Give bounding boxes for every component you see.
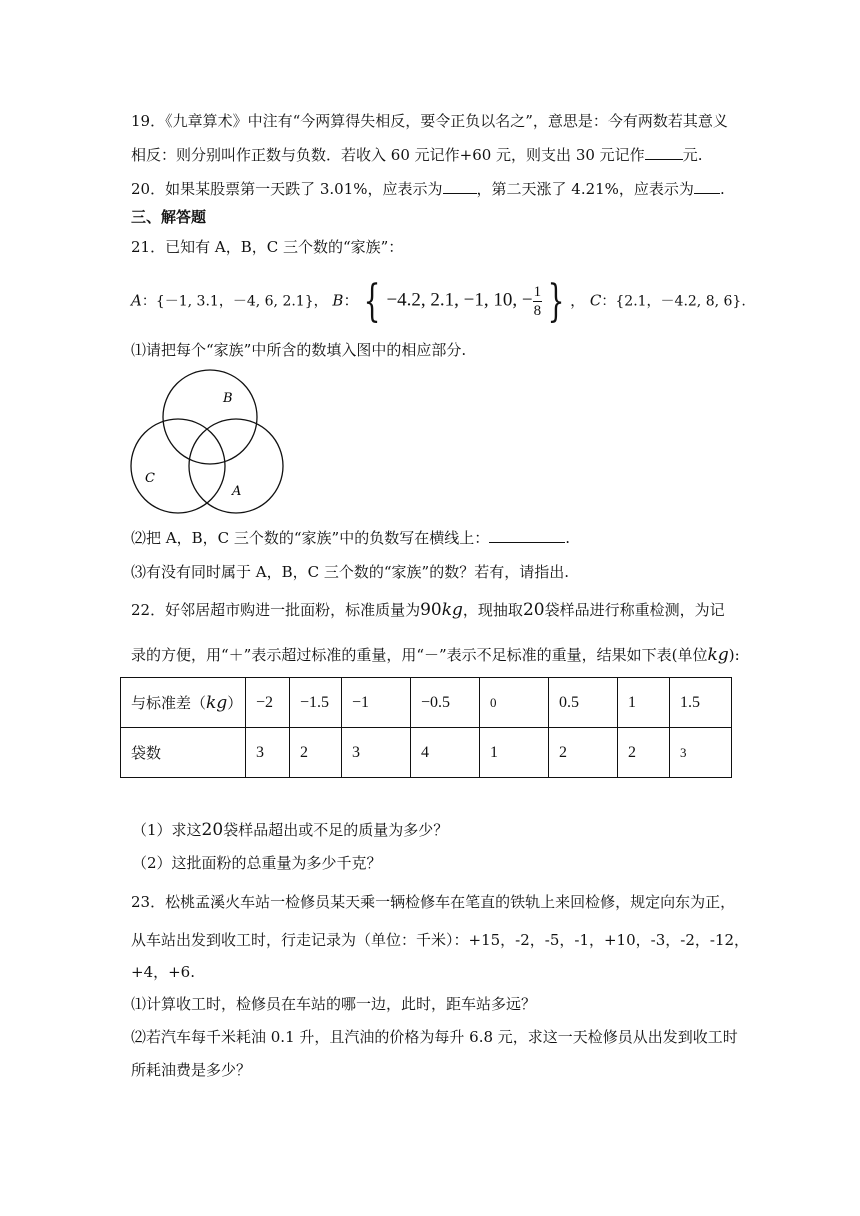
q19-line1: 19．《九章算术》中注有“今两算得失相反，要令正负以名之”，意思是：今有两数若其意义 [131, 112, 728, 130]
table-cell: 3 [342, 728, 411, 778]
q23-line1: 23．松桃孟溪火车站一检修员某天乘一辆检修车在笔直的铁轨上来回检修，规定向东为正， [131, 893, 736, 911]
q23-part2-line2: 所耗油费是多少？ [131, 1061, 252, 1079]
q22-line1: 22．好邻居超市购进一批面粉，标准质量为90kg，现抽取20袋样品进行称重检测，为记 [131, 600, 725, 620]
q19-line2 [131, 145, 702, 165]
table-cell: 1.5 [670, 678, 732, 728]
table-cell: 4 [411, 728, 480, 778]
set-c-label: C [589, 291, 602, 310]
q20-line [131, 179, 725, 199]
table-cell: 2 [618, 728, 670, 778]
q21-part2: ⑵把 A，B，C 三个数的“家族”中的负数写在横线上： . [131, 529, 570, 547]
venn-label-c: C [145, 471, 155, 486]
section-heading: 三、解答题 [131, 208, 207, 226]
table-cell: −0.5 [411, 678, 480, 728]
sample-count: 20 [522, 600, 545, 620]
table-row [121, 678, 732, 728]
answer-blank[interactable] [694, 179, 720, 194]
q21-part3: ⑶有没有同时属于 A，B，C 三个数的“家族”的数？若有，请指出. [131, 563, 569, 581]
table-cell: 0.5 [549, 678, 618, 728]
table-cell: −2 [246, 678, 290, 728]
venn-label-b: B [223, 391, 233, 406]
table-cell: 3 [670, 728, 732, 778]
q23-part2-line1: ⑵若汽车每千米耗油 0.1 升，且汽油的价格为每升 6.8 元，求这一天检修员从出发到收工时 [131, 1028, 738, 1046]
q19-line2-text: 相反：则分别叫作正数与负数．若收入 60 元记作+60 元，则支出 30 元记作 [131, 146, 645, 164]
q19-line2-end: 元. [682, 146, 703, 164]
fraction-one-eighth: $\frac{1}{8}$ [533, 284, 542, 319]
set-a-label: A [131, 291, 142, 310]
table-row [121, 728, 732, 778]
set-b-label: B [332, 291, 344, 310]
table-cell: 1 [480, 728, 549, 778]
q21-part2-text: ⑵把 A，B，C 三个数的“家族”中的负数写在横线上： [131, 529, 490, 547]
answer-blank[interactable] [443, 179, 477, 194]
unit-kg: kg [441, 600, 463, 620]
q22-part2: （2）这批面粉的总重量为多少千克？ [132, 854, 382, 872]
q21-sets: A：{－1, 3.1，－4, 6, 2.1}， B： { −4.2, 2.1, −1, 10, − $\frac{1}{8}$ } ， C：{2.1，－4.2, 8, 6}. [131, 275, 746, 327]
answer-blank[interactable] [489, 528, 565, 543]
weight-table [120, 677, 732, 778]
set-a-values: ：{－1, 3.1，－4, 6, 2.1}， [141, 293, 328, 310]
q23-line3: +4，+6. [131, 963, 195, 981]
venn-label-a: A [232, 484, 242, 499]
table-cell: 3 [246, 728, 290, 778]
table-cell: 0 [480, 678, 549, 728]
table-cell: −1 [342, 678, 411, 728]
answer-blank[interactable] [645, 145, 683, 160]
q20-text-c: . [719, 180, 725, 198]
set-c-values: ：{2.1，－4.2, 8, 6}. [601, 293, 746, 310]
table-cell: 1 [618, 678, 670, 728]
table-cell: 2 [290, 728, 342, 778]
venn-diagram [130, 369, 290, 515]
q22-line2: 录的方便，用“＋”表示超过标准的重量，用“－”表示不足标准的重量，结果如下表(单位kg): [131, 645, 740, 665]
q21-intro-text: 21．已知有 A，B，C 三个数的“家族”： [131, 238, 404, 256]
right-brace: } [547, 275, 565, 327]
left-brace: { [364, 275, 381, 327]
table-cell: 2 [549, 728, 618, 778]
q21-part1: ⑴请把每个“家族”中所含的数填入图中的相应部分. [131, 341, 467, 359]
venn-circle-b [163, 370, 257, 464]
set-b-values: −4.2, 2.1, −1, 10, − [386, 289, 533, 311]
q23-part1: ⑴计算收工时，检修员在车站的哪一边，此时，距车站多远？ [131, 995, 537, 1013]
q22-part1: （1）求这20袋样品超出或不足的质量为多少？ [132, 820, 449, 840]
standard-mass: 90 [420, 600, 442, 620]
row-header: 与标准差（kg） [121, 678, 246, 728]
table-cell: −1.5 [290, 678, 342, 728]
q23-line2: 从车站出发到收工时，行走记录为（单位：千米）：+15，-2，-5，-1，+10，-3，-2，-12， [131, 931, 750, 949]
venn-circle-c [131, 419, 225, 513]
q20-text-a: 20．如果某股票第一天跌了 3.01%，应表示为 [131, 180, 443, 198]
q20-text-b: ，第二天涨了 4.21%，应表示为 [476, 180, 694, 198]
row-header: 袋数 [121, 728, 246, 778]
q21-intro [131, 237, 403, 257]
